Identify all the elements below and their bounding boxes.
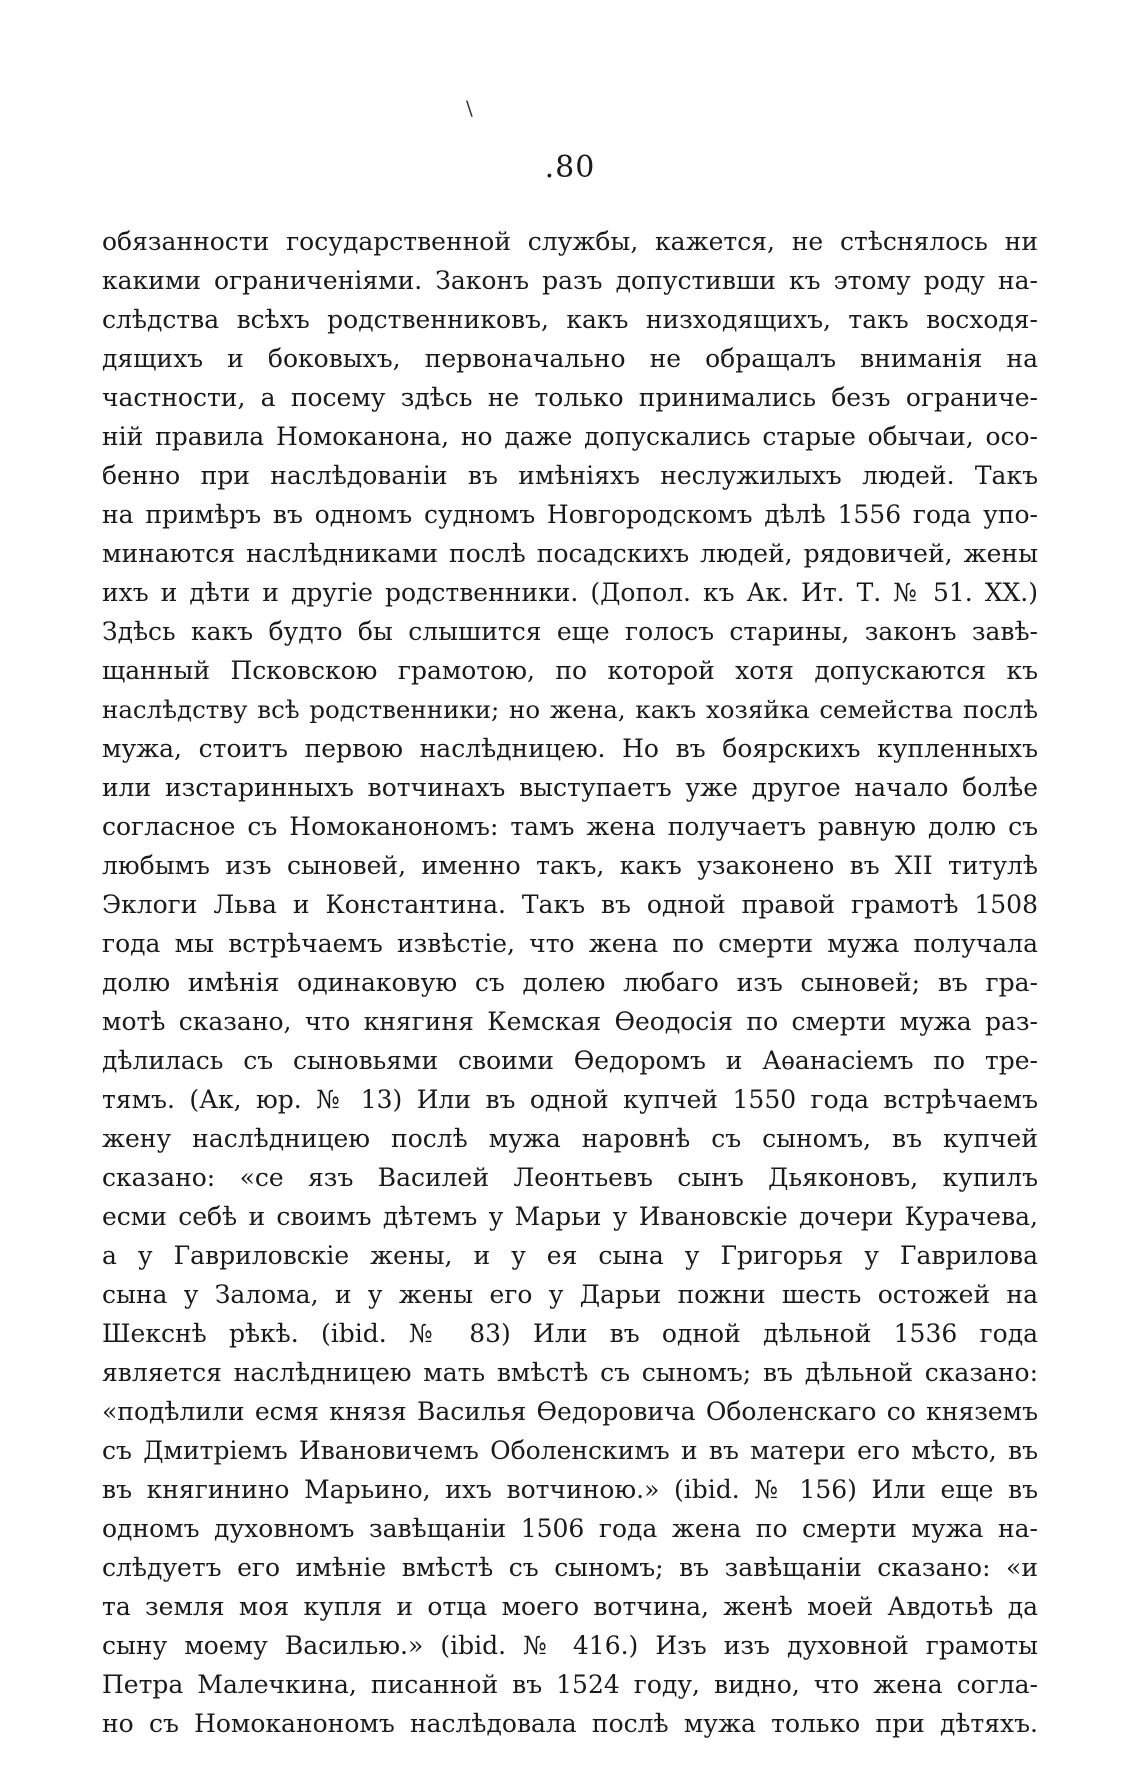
text-line: любымъ изъ сыновей, именно такъ, какъ узаконено въ XII титулѣ (102, 851, 1038, 880)
text-line: а у Гавриловскіе жены, и у ея сына у Григорья у Гаврилова (102, 1241, 1038, 1270)
text-line: дящихъ и боковыхъ, первоначально не обращалъ вниманія на (102, 344, 1038, 373)
text-line: частности, а посему здѣсь не только принимались безъ ограниче- (102, 383, 1038, 412)
stray-mark: \ (466, 96, 473, 120)
text-line: сына у Залома, и у жены его у Дарьи пожни шесть остожей на (102, 1280, 1038, 1309)
text-line: тямъ. (Ак, юр. № 13) Или въ одной купчей 1550 года встрѣчаемъ (102, 1085, 1038, 1114)
text-line: года мы встрѣчаемъ извѣстіе, что жена по смерти мужа получала (102, 929, 1038, 958)
text-line: является наслѣдницею мать вмѣстѣ съ сыномъ; въ дѣльной сказано: (102, 1358, 1038, 1387)
page-number: .80 (544, 150, 596, 185)
text-line: долю имѣнія одинаковую съ долею любаго изъ сыновей; въ гра- (102, 968, 1038, 997)
text-line: Эклоги Льва и Константина. Такъ въ одной правой грамотѣ 1508 (102, 890, 1038, 919)
text-line: дѣлилась съ сыновьями своими Ѳедоромъ и Аѳанасіемъ по тре- (102, 1046, 1038, 1075)
text-line: сыну моему Василью.» (ibid. № 416.) Изъ изъ духовной грамоты (102, 1631, 1038, 1660)
text-line: Шекснѣ рѣкѣ. (ibid. № 83) Или въ одной дѣльной 1536 года (102, 1319, 1038, 1348)
text-line: сказано: «се язъ Василей Леонтьевъ сынъ Дьяконовъ, купилъ (102, 1163, 1038, 1192)
text-line: одномъ духовномъ завѣщаніи 1506 года жена по смерти мужа на- (102, 1514, 1038, 1543)
text-line: мотѣ сказано, что княгиня Кемская Ѳеодосія по смерти мужа раз- (102, 1007, 1038, 1036)
text-line: щанный Псковскою грамотою, по которой хотя допускаются къ (102, 656, 1038, 685)
text-line: въ княгинино Марьино, ихъ вотчиною.» (ibid. № 156) Или еще въ (102, 1475, 1038, 1504)
text-line: согласное съ Номоканономъ: тамъ жена получаетъ равную долю съ (102, 812, 1038, 841)
text-line: на примѣръ въ одномъ судномъ Новгородскомъ дѣлѣ 1556 года упо- (102, 500, 1038, 529)
text-line: или изстаринныхъ вотчинахъ выступаетъ уже другое начало болѣе (102, 773, 1038, 802)
text-line: какими ограниченіями. Законъ разъ допустивши къ этому роду на- (102, 266, 1038, 295)
text-line: бенно при наслѣдованіи въ имѣніяхъ неслужилыхъ людей. Такъ (102, 461, 1038, 490)
text-line: но съ Номоканономъ наслѣдовала послѣ мужа только при дѣтяхъ. (102, 1709, 1038, 1738)
text-line: слѣдуетъ его имѣніе вмѣстѣ съ сыномъ; въ завѣщаніи сказано: «и (102, 1553, 1038, 1582)
text-line: слѣдства всѣхъ родственниковъ, какъ низходящихъ, такъ восходя- (102, 305, 1038, 334)
text-line: ній правила Номоканона, но даже допускались старые обычаи, осо- (102, 422, 1038, 451)
text-line: обязанности государственной службы, кажется, не стѣснялось ни (102, 227, 1038, 256)
text-line: есми себѣ и своимъ дѣтемъ у Марьи у Ивановскіе дочери Курачева, (102, 1202, 1038, 1231)
text-line: съ Дмитріемъ Ивановичемъ Оболенскимъ и въ матери его мѣсто, въ (102, 1436, 1038, 1465)
text-line: наслѣдству всѣ родственники; но жена, какъ хозяйка семейства послѣ (102, 695, 1038, 724)
text-line: мужа, стоитъ первою наслѣдницею. Но въ боярскихъ купленныхъ (102, 734, 1038, 763)
text-line: «подѣлили есмя князя Василья Ѳедоровича Оболенскаго со княземъ (102, 1397, 1038, 1426)
text-line: Петра Малечкина, писанной въ 1524 году, видно, что жена согла- (102, 1670, 1038, 1699)
text-line: жену наслѣдницею послѣ мужа наровнѣ съ сыномъ, въ купчей (102, 1124, 1038, 1153)
text-body (102, 222, 1038, 1743)
text-line: ихъ и дѣти и другіе родственники. (Допол. къ Ак. Ит. Т. № 51. XX.) (102, 578, 1038, 607)
text-line: минаются наслѣдниками послѣ посадскихъ людей, рядовичей, жены (102, 539, 1038, 568)
text-line: та земля моя купля и отца моего вотчина, женѣ моей Авдотьѣ да (102, 1592, 1038, 1621)
text-line: Здѣсь какъ будто бы слышится еще голосъ старины, законъ завѣ- (102, 617, 1038, 646)
